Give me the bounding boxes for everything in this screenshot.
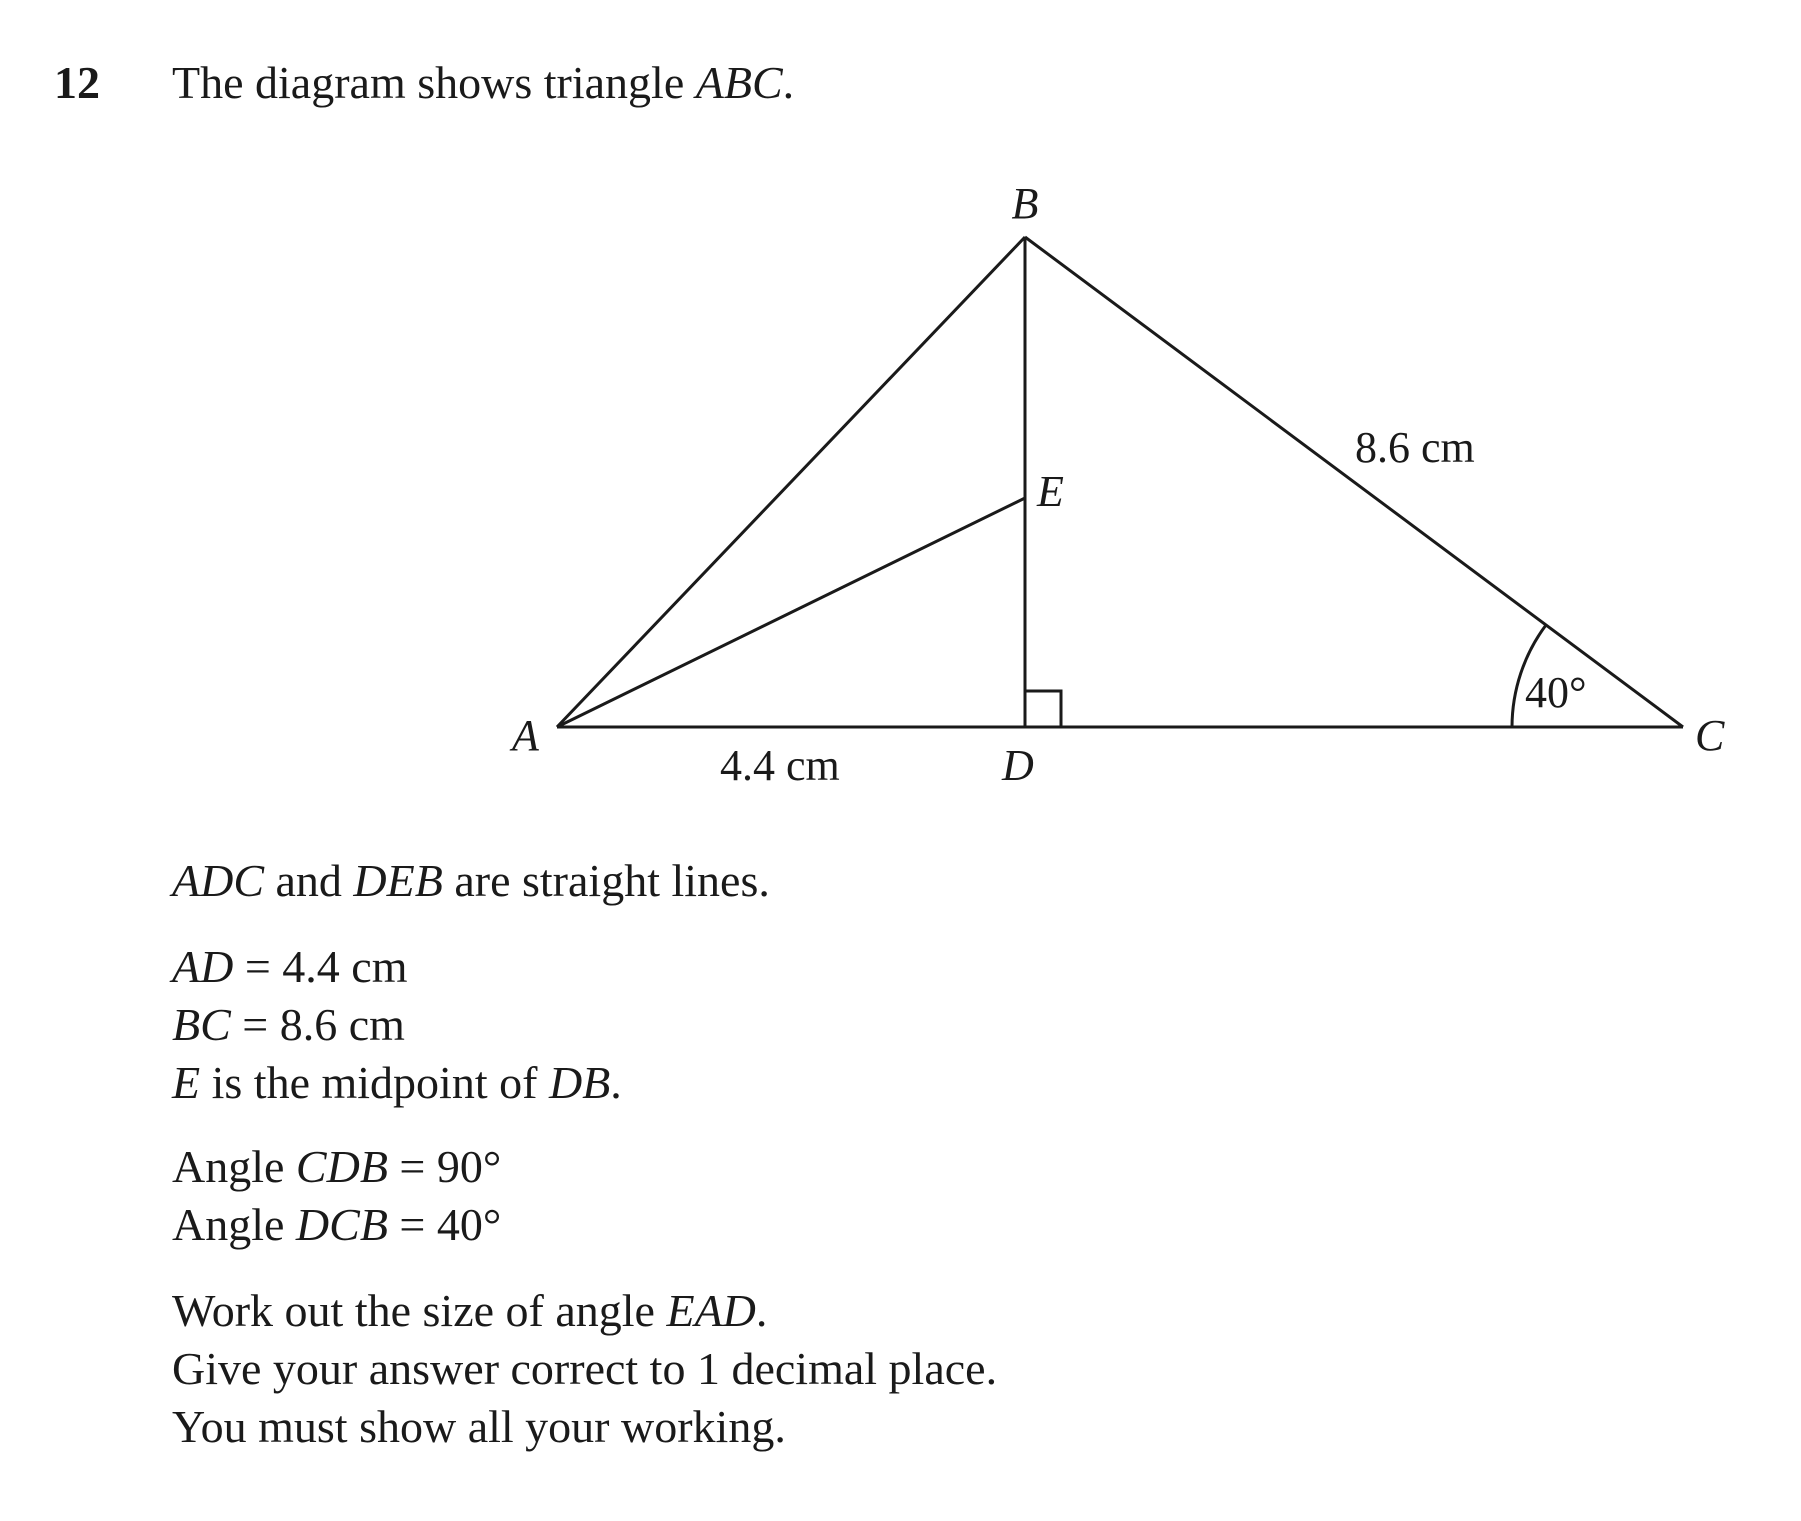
text-and: and xyxy=(264,855,354,906)
midpoint-period: . xyxy=(610,1057,622,1108)
label-d: D xyxy=(1002,741,1034,790)
side-ab xyxy=(557,237,1025,727)
line-deb: DEB xyxy=(353,855,443,906)
line-adc: ADC xyxy=(172,855,264,906)
cdb-value: = 90° xyxy=(387,1141,502,1192)
dcb-value: = 40° xyxy=(387,1199,502,1250)
given-angle-cdb xyxy=(172,1138,501,1196)
given-ad xyxy=(172,938,622,996)
given-angle-dcb xyxy=(172,1196,501,1254)
midpoint-text: is the midpoint of xyxy=(200,1057,549,1108)
intro-period: . xyxy=(782,57,795,108)
intro-triangle-name: ABC xyxy=(695,57,783,108)
e-name: E xyxy=(172,1057,201,1108)
text-straight-lines: are straight lines. xyxy=(442,855,770,906)
ad-name: AD xyxy=(172,941,234,992)
task-instructions xyxy=(172,1282,997,1456)
cdb-name: CDB xyxy=(295,1141,388,1192)
side-bc xyxy=(1025,237,1683,727)
statement-straight-lines xyxy=(172,852,770,910)
ead-name: EAD xyxy=(666,1285,756,1336)
label-a: A xyxy=(512,711,539,760)
angle-word: Angle xyxy=(172,1199,296,1250)
given-bc xyxy=(172,996,622,1054)
segment-ae xyxy=(557,498,1025,727)
label-b: B xyxy=(1011,179,1039,228)
given-e-midpoint xyxy=(172,1054,622,1112)
db-name: DB xyxy=(548,1057,611,1108)
right-angle-marker xyxy=(1025,691,1061,727)
length-bc: 8.6 cm xyxy=(1355,423,1475,472)
intro-text: The diagram shows triangle xyxy=(172,57,696,108)
bc-name: BC xyxy=(172,999,231,1050)
length-ad: 4.4 cm xyxy=(720,741,840,790)
bc-value: = 8.6 cm xyxy=(230,999,405,1050)
label-e: E xyxy=(1037,467,1064,516)
task-period: . xyxy=(755,1285,768,1336)
ad-value: = 4.4 cm xyxy=(233,941,408,992)
task-line-2: Give your answer correct to 1 decimal place. xyxy=(172,1343,998,1394)
given-lengths xyxy=(172,938,622,1112)
angle-c-label: 40° xyxy=(1525,668,1587,717)
given-angles xyxy=(172,1138,501,1254)
task-line-1 xyxy=(172,1282,997,1340)
task-line-3: You must show all your working. xyxy=(172,1401,786,1452)
angle-word: Angle xyxy=(172,1141,296,1192)
question-number: 12 xyxy=(54,57,100,108)
task-text: Work out the size of angle xyxy=(172,1285,667,1336)
dcb-name: DCB xyxy=(295,1199,388,1250)
label-c: C xyxy=(1695,711,1725,760)
